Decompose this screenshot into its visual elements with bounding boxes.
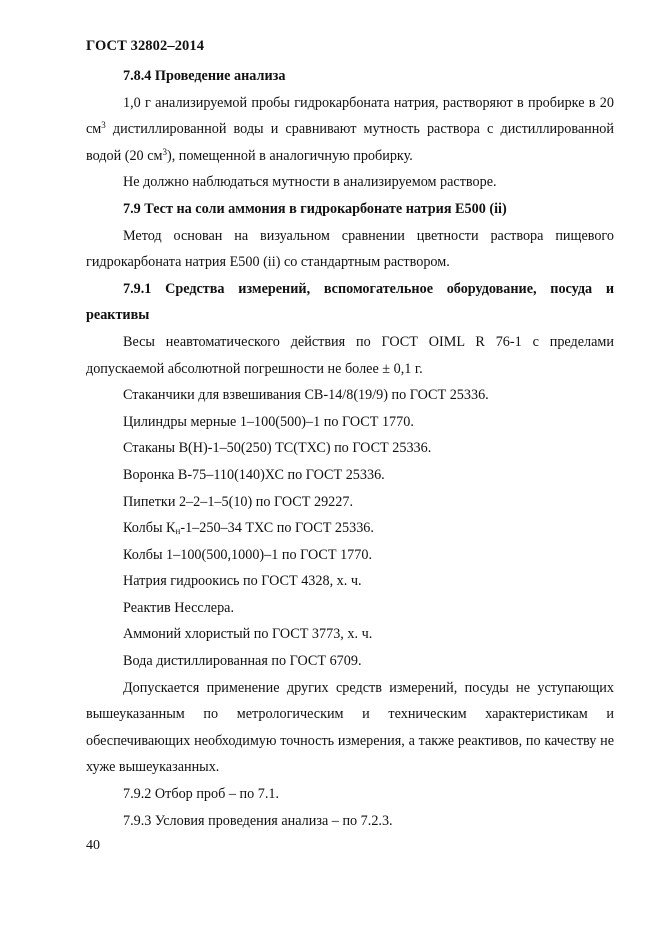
superscript: 3 (101, 120, 106, 131)
section-heading-7-9-1: 7.9.1 Средства измерений, вспомогательное оборудование, посуда и реактивы (86, 280, 614, 324)
section-heading-7-8-4: 7.8.4 Проведение анализа (123, 68, 286, 84)
text-span: дистиллированной воды и сравнивают мутность раствора с дистиллированной водой (20 см (86, 121, 614, 164)
paragraph-no-turbidity: Не должно наблюдаться мутности в анализируемом растворе. (123, 174, 497, 191)
list-item-weighing-cups: Стаканчики для взвешивания СВ-14/8(19/9) по ГОСТ 25336. (123, 387, 489, 404)
list-item-pipettes: Пипетки 2–2–1–5(10) по ГОСТ 29227. (123, 493, 353, 510)
list-item-beakers: Стаканы В(Н)-1–50(250) ТС(ТХС) по ГОСТ 25336. (123, 440, 432, 457)
list-item-ammonium-chloride: Аммоний хлористый по ГОСТ 3773, х. ч. (123, 626, 373, 643)
paragraph-method-intro: Метод основан на визуальном сравнении цветности раствора пищевого гидрокарбоната натрия E500 (ii) со стандартным раствором. (86, 227, 614, 271)
list-item-naoh: Натрия гидроокись по ГОСТ 4328, х. ч. (123, 573, 362, 590)
list-item-cylinders: Цилиндры мерные 1–100(500)–1 по ГОСТ 1770. (123, 413, 414, 430)
list-item-scales: Весы неавтоматического действия по ГОСТ OIML R 76-1 с пределами допускаемой абсолютной погрешности не более ± 0,1 г. (86, 333, 614, 377)
text-span: ), помещенной в аналогичную пробирку. (166, 147, 413, 164)
section-7-9-2: 7.9.2 Отбор проб – по 7.1. (123, 786, 280, 803)
section-7-9-3: 7.9.3 Условия проведения анализа – по 7.2.3. (123, 812, 393, 829)
superscript: 3 (162, 146, 167, 157)
text-span: 1,0 г анализируемой пробы гидрокарбоната натрия, растворяют в пробирке в 20 см (86, 94, 614, 138)
paragraph-alternatives-note: Допускается применение других средств измерений, посуды не уступающих вышеуказанным по метрологическим и техническим характеристикам и обеспечивающих необходимую точность измерения, а также реактивов, по качеству не хуже вышеуказанных. (86, 679, 614, 776)
text-span: Колбы К (123, 520, 176, 537)
paragraph-analysis-procedure (86, 90, 614, 170)
subscript: н (175, 526, 181, 537)
text-span: -1–250–34 ТХС по ГОСТ 25336. (180, 520, 374, 537)
list-item-funnel: Воронка В-75–110(140)ХС по ГОСТ 25336. (123, 466, 385, 483)
page-number: 40 (86, 838, 100, 853)
section-heading-7-9: 7.9 Тест на соли аммония в гидрокарбонате натрия E500 (ii) (123, 200, 507, 217)
list-item-nessler: Реактив Несслера. (123, 599, 235, 616)
list-item-flasks-kn (86, 515, 614, 542)
list-item-distilled-water: Вода дистиллированная по ГОСТ 6709. (123, 653, 362, 670)
document-header: ГОСТ 32802–2014 (86, 38, 205, 54)
document-body (86, 63, 614, 834)
list-item-flasks: Колбы 1–100(500,1000)–1 по ГОСТ 1770. (123, 546, 372, 563)
